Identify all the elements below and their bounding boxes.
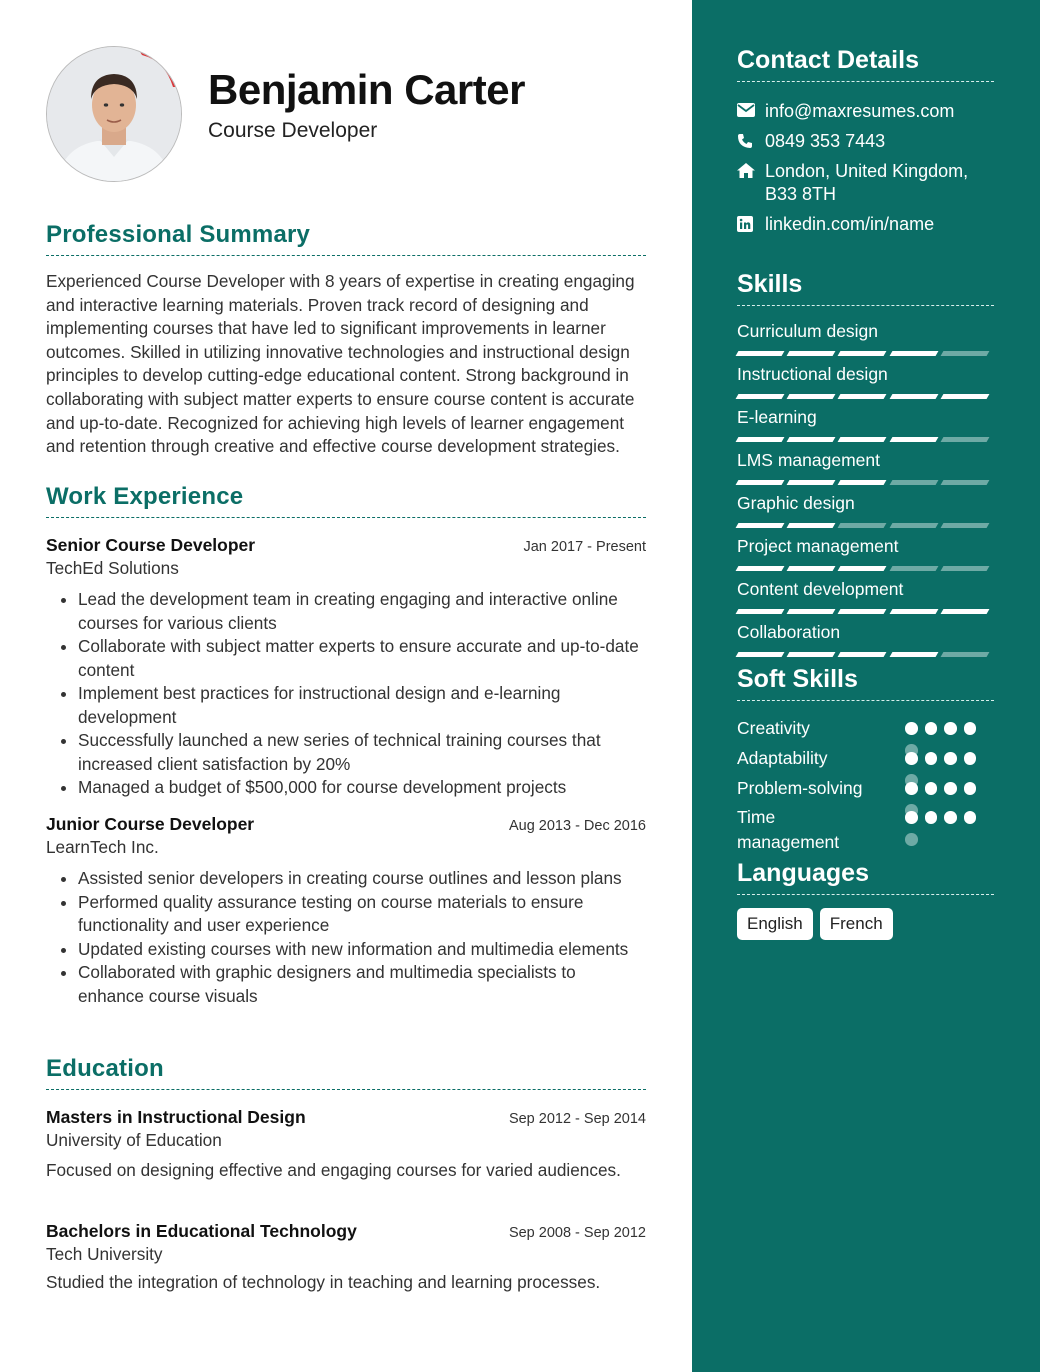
skill-level-segment [889, 609, 938, 614]
skill-name: Instructional design [737, 364, 888, 384]
linkedin-icon [737, 213, 765, 236]
skill-level-segment [940, 523, 989, 528]
skill-name: Graphic design [737, 493, 855, 513]
contact-phone[interactable] [737, 130, 997, 153]
skill-level-segment [889, 437, 938, 442]
rating-dot [964, 782, 977, 795]
section-title-experience: Work Experience [46, 483, 646, 518]
skill-level-segment [889, 394, 938, 399]
skill-level-segment [889, 566, 938, 571]
skill-item [737, 450, 993, 485]
skill-level-segment [838, 480, 887, 485]
skill-level-segment [838, 394, 887, 399]
candidate-name: Benjamin Carter [208, 66, 525, 113]
skill-level-segment [787, 652, 836, 657]
skill-level-bar [737, 480, 993, 485]
soft-skill-name: Creativity [737, 718, 810, 738]
skill-level-segment [736, 652, 785, 657]
job-company: TechEd Solutions [46, 558, 179, 578]
rating-dot [944, 752, 957, 765]
skill-item [737, 579, 993, 614]
skill-name: E-learning [737, 407, 817, 427]
skill-level-segment [736, 394, 785, 399]
contact-linkedin[interactable] [737, 213, 997, 236]
skill-level-segment [889, 351, 938, 356]
skill-level-segment [838, 523, 887, 528]
skill-level-segment [889, 480, 938, 485]
rating-dot [905, 782, 918, 795]
job-bullet: • Collaborate with subject matter experts to ensure accurate and up-to-date content [78, 635, 646, 682]
profile-photo [46, 46, 182, 182]
language-badge: French [820, 908, 893, 940]
skill-level-segment [940, 437, 989, 442]
rating-dot [964, 722, 977, 735]
skill-level-segment [787, 394, 836, 399]
sidebar [692, 0, 1040, 1372]
skill-item [737, 364, 993, 399]
skill-level-segment [736, 437, 785, 442]
skill-level-segment [736, 480, 785, 485]
skill-level-segment [787, 480, 836, 485]
skill-level-bar [737, 566, 993, 571]
education-dates: Sep 2008 - Sep 2012 [508, 1225, 646, 1241]
skill-item [737, 407, 993, 442]
section-title-summary: Professional Summary [46, 221, 646, 256]
job-bullet: • Successfully launched a new series of technical training courses that increased client satisfaction by 20% [78, 729, 646, 776]
skill-level-segment [736, 351, 785, 356]
skill-level-segment [787, 566, 836, 571]
skill-item [737, 321, 993, 356]
rating-dot [905, 833, 918, 846]
skill-level-segment [787, 351, 836, 356]
rating-dot [964, 752, 977, 765]
skill-level-segment [736, 523, 785, 528]
rating-dot [905, 811, 918, 824]
contact-address [737, 160, 997, 206]
contact-address-text: London, United Kingdom, B33 8TH [765, 161, 969, 204]
job-dates: Jan 2017 - Present [523, 539, 646, 555]
skill-level-segment [940, 566, 989, 571]
education-item [46, 1221, 646, 1295]
skill-level-segment [940, 351, 989, 356]
rating-dot [964, 811, 977, 824]
skill-level-bar [737, 351, 993, 356]
skill-level-bar [737, 394, 993, 399]
rating-dot [905, 752, 918, 765]
skill-level-bar [737, 609, 993, 614]
soft-skill-name: Problem-solving [737, 778, 863, 798]
rating-dot [925, 782, 938, 795]
rating-dot [925, 811, 938, 824]
section-title-languages: Languages [737, 859, 994, 895]
home-icon [737, 160, 765, 206]
candidate-title: Course Developer [208, 119, 378, 142]
skill-level-segment [838, 566, 887, 571]
skill-level-segment [889, 652, 938, 657]
job-bullet: • Managed a budget of $500,000 for course development projects [78, 776, 646, 800]
job-company: LearnTech Inc. [46, 837, 159, 857]
education-dates: Sep 2012 - Sep 2014 [508, 1111, 646, 1127]
phone-icon [737, 130, 765, 153]
skill-level-segment [940, 394, 989, 399]
rating-dot [905, 722, 918, 735]
skill-name: Collaboration [737, 622, 841, 642]
soft-skill-name: Adaptability [737, 748, 828, 768]
skill-level-segment [838, 609, 887, 614]
soft-skill-name: Time management [737, 807, 840, 852]
job-role: Senior Course Developer [46, 535, 256, 555]
skill-level-segment [940, 609, 989, 614]
skill-level-segment [736, 566, 785, 571]
contact-linkedin-text: linkedin.com/in/name [765, 214, 935, 234]
contact-phone-text: 0849 353 7443 [765, 131, 886, 151]
language-badge: English [737, 908, 813, 940]
contact-email-text: info@maxresumes.com [765, 101, 955, 121]
skill-level-segment [940, 480, 989, 485]
education-description: Studied the integration of technology in teaching and learning processes. [46, 1272, 601, 1292]
skill-level-bar [737, 652, 993, 657]
skill-name: Content development [737, 579, 904, 599]
rating-dot [944, 811, 957, 824]
rating-dot [925, 722, 938, 735]
job-bullet: • Implement best practices for instructional design and e-learning development [78, 682, 646, 729]
job-dates: Aug 2013 - Dec 2016 [508, 818, 646, 834]
school: University of Education [46, 1130, 222, 1150]
skill-level-bar [737, 437, 993, 442]
education-item [46, 1107, 646, 1183]
rating-dot [925, 752, 938, 765]
job-role: Junior Course Developer [46, 814, 255, 834]
section-title-soft-skills: Soft Skills [737, 665, 994, 701]
job-bullet: • Updated existing courses with new information and multimedia elements [78, 938, 646, 962]
summary-text: Experienced Course Developer with 8 years of expertise in creating engaging and interactive learning materials. Proven track record of designing and implementing courses that have led to significant improvements in learner outcomes. Skilled in utilizing innovative technologies and instructional design principles to develop cutting-edge educational content. Strong background in collaborating with subject matter experts to ensure course content is accurate and up-to-date. Recognized for achieving high levels of learner engagement and retention through creative and effective course development strategies. [46, 271, 635, 457]
section-title-skills: Skills [737, 270, 994, 306]
degree: Bachelors in Educational Technology [46, 1221, 357, 1241]
skill-level-segment [838, 652, 887, 657]
skill-level-segment [838, 437, 887, 442]
skill-level-bar [737, 523, 993, 528]
job-bullet: • Collaborated with graphic designers and multimedia specialists to enhance course visuals [78, 961, 646, 1008]
skill-name: Project management [737, 536, 899, 556]
job-bullets [46, 588, 646, 800]
experience-item [46, 535, 646, 800]
experience-item [46, 814, 646, 1008]
skill-name: Curriculum design [737, 321, 879, 341]
job-bullet: • Lead the development team in creating engaging and interactive online courses for various clients [78, 588, 646, 635]
skill-level-segment [736, 609, 785, 614]
school: Tech University [46, 1244, 163, 1264]
skill-name: LMS management [737, 450, 880, 470]
skill-level-segment [940, 652, 989, 657]
job-bullet: • Performed quality assurance testing on course materials to ensure functionality and user experience [78, 891, 646, 938]
skill-level-segment [787, 437, 836, 442]
languages-list [737, 908, 900, 940]
skill-level-segment [787, 609, 836, 614]
education-description: Focused on designing effective and engaging courses for varied audiences. [46, 1160, 621, 1180]
envelope-icon [737, 100, 765, 123]
degree: Masters in Instructional Design [46, 1107, 306, 1127]
skill-item [737, 622, 993, 657]
skill-level-segment [889, 523, 938, 528]
section-title-contact: Contact Details [737, 46, 994, 82]
contact-email[interactable] [737, 100, 997, 123]
skill-item [737, 493, 993, 528]
person-avatar-icon [47, 47, 181, 181]
section-title-education: Education [46, 1055, 646, 1090]
job-bullets [46, 867, 646, 1008]
rating-dot [944, 782, 957, 795]
skill-level-segment [838, 351, 887, 356]
skill-item [737, 536, 993, 571]
rating-dot [944, 722, 957, 735]
skill-level-segment [787, 523, 836, 528]
job-bullet: • Assisted senior developers in creating course outlines and lesson plans [78, 867, 646, 891]
